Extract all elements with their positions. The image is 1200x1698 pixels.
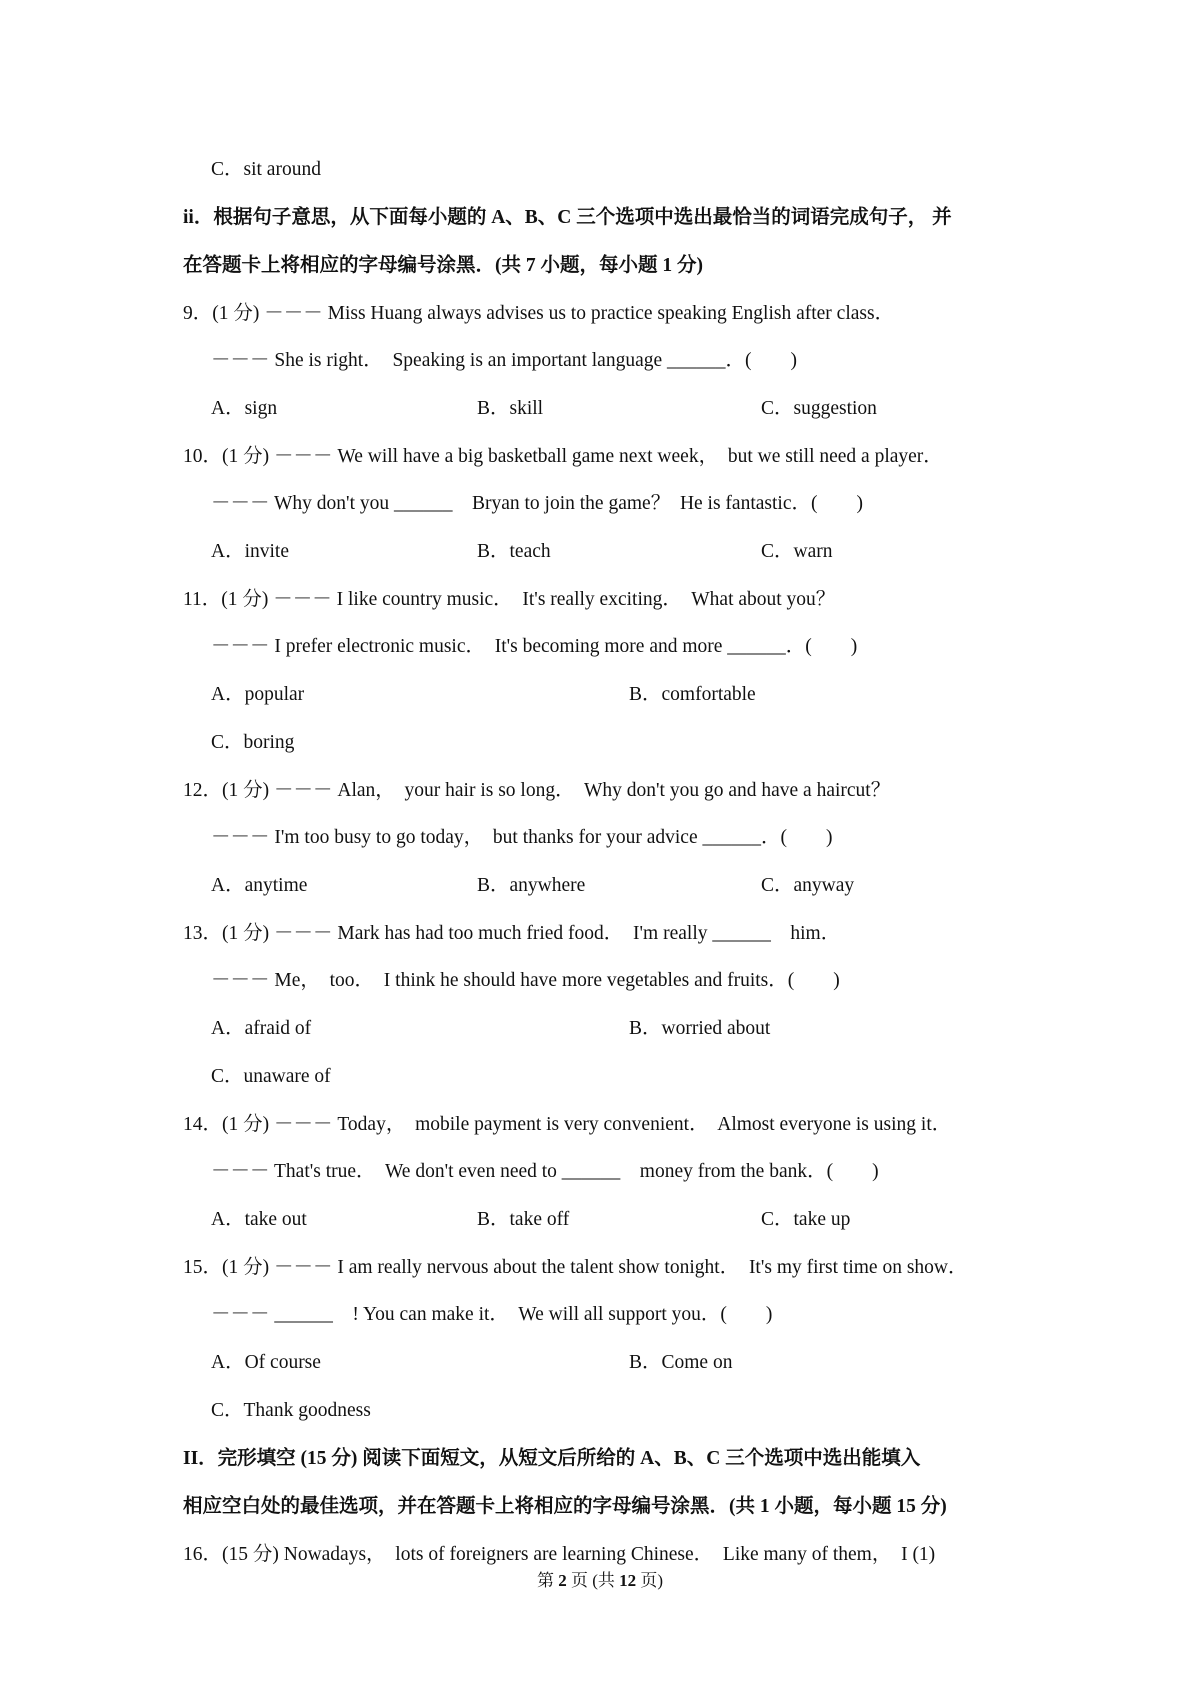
footer-middle: 页 (共: [566, 1571, 620, 1590]
option-c-sit-around: C．sit around: [211, 159, 321, 180]
section-ii-instruction-line2: 在答题卡上将相应的字母编号涂黑．(共 7 小题，每小题 1 分): [183, 255, 703, 276]
q10-option-c: C．warn: [761, 541, 833, 562]
question-10-response: －－－ Why don't you ______ Bryan to join the game？ He is fantastic．( ): [211, 493, 863, 514]
section-II-instruction-line2: 相应空白处的最佳选项，并在答题卡上将相应的字母编号涂黑．(共 1 小题，每小题 15 分): [183, 1496, 947, 1517]
q15-option-b: B．Come on: [629, 1352, 733, 1373]
q11-option-c: C．boring: [211, 732, 295, 753]
section-II-instruction-line1: II．完形填空 (15 分) 阅读下面短文，从短文后所给的 A、B、C 三个选项中选出能填入: [183, 1448, 921, 1469]
page-footer: [0, 1570, 1200, 1592]
q15-option-c: C．Thank goodness: [211, 1400, 371, 1421]
question-12-response: －－－ I'm too busy to go today， but thanks for your advice ______．( ): [211, 827, 833, 848]
q14-option-b: B．take off: [477, 1209, 570, 1230]
q14-option-a: A．take out: [211, 1209, 307, 1230]
question-11: 11．(1 分) －－－ I like country music． It's really exciting． What about you？: [183, 589, 836, 610]
q12-option-b: B．anywhere: [477, 875, 586, 896]
q12-option-c: C．anyway: [761, 875, 855, 896]
question-12: 12．(1 分) －－－ Alan， your hair is so long． Why don't you go and have a haircut？: [183, 780, 891, 801]
q14-option-c: C．take up: [761, 1209, 851, 1230]
question-9-response: －－－ She is right． Speaking is an important language ______．( ): [211, 350, 798, 371]
q9-option-c: C．suggestion: [761, 398, 877, 419]
q13-option-b: B．worried about: [629, 1018, 771, 1039]
question-9: 9．(1 分) －－－ Miss Huang always advises us to practice speaking English after class．: [183, 303, 895, 324]
question-13: 13．(1 分) －－－ Mark has had too much fried food． I'm really ______ him．: [183, 923, 841, 944]
q9-option-b: B．skill: [477, 398, 544, 419]
q12-option-a: A．anytime: [211, 875, 308, 896]
footer-prefix: 第: [536, 1571, 559, 1590]
question-11-response: －－－ I prefer electronic music． It's becoming more and more ______．( ): [211, 636, 858, 657]
q10-option-b: B．teach: [477, 541, 551, 562]
section-ii-instruction-line1: ii．根据句子意思，从下面每小题的 A、B、C 三个选项中选出最恰当的词语完成句子， 并: [183, 207, 952, 228]
q11-option-b: B．comfortable: [629, 684, 756, 705]
question-15: 15．(1 分) －－－ I am really nervous about the talent show tonight． It's my first time on show．: [183, 1257, 968, 1278]
q10-option-a: A．invite: [211, 541, 289, 562]
question-16: 16．(15 分) Nowadays， lots of foreigners are learning Chinese． Like many of them， I (1): [183, 1544, 936, 1565]
question-14: 14．(1 分) －－－ Today， mobile payment is very convenient． Almost everyone is using it．: [183, 1114, 952, 1135]
question-10: 10．(1 分) －－－ We will have a big basketball game next week， but we still need a player．: [183, 446, 943, 467]
footer-suffix: 页): [636, 1571, 664, 1590]
q11-option-a: A．popular: [211, 684, 305, 705]
footer-total-pages: 12: [619, 1571, 637, 1590]
question-14-response: －－－ That's true． We don't even need to ______ money from the bank．( ): [211, 1161, 879, 1182]
q13-option-c: C．unaware of: [211, 1066, 331, 1087]
q9-option-a: A．sign: [211, 398, 278, 419]
question-13-response: －－－ Me， too． I think he should have more vegetables and fruits．( ): [211, 970, 840, 991]
footer-page-number: 2: [558, 1571, 567, 1590]
q15-option-a: A．Of course: [211, 1352, 321, 1373]
question-15-response: －－－ ______ ! You can make it． We will all support you．( ): [211, 1304, 773, 1325]
q13-option-a: A．afraid of: [211, 1018, 312, 1039]
